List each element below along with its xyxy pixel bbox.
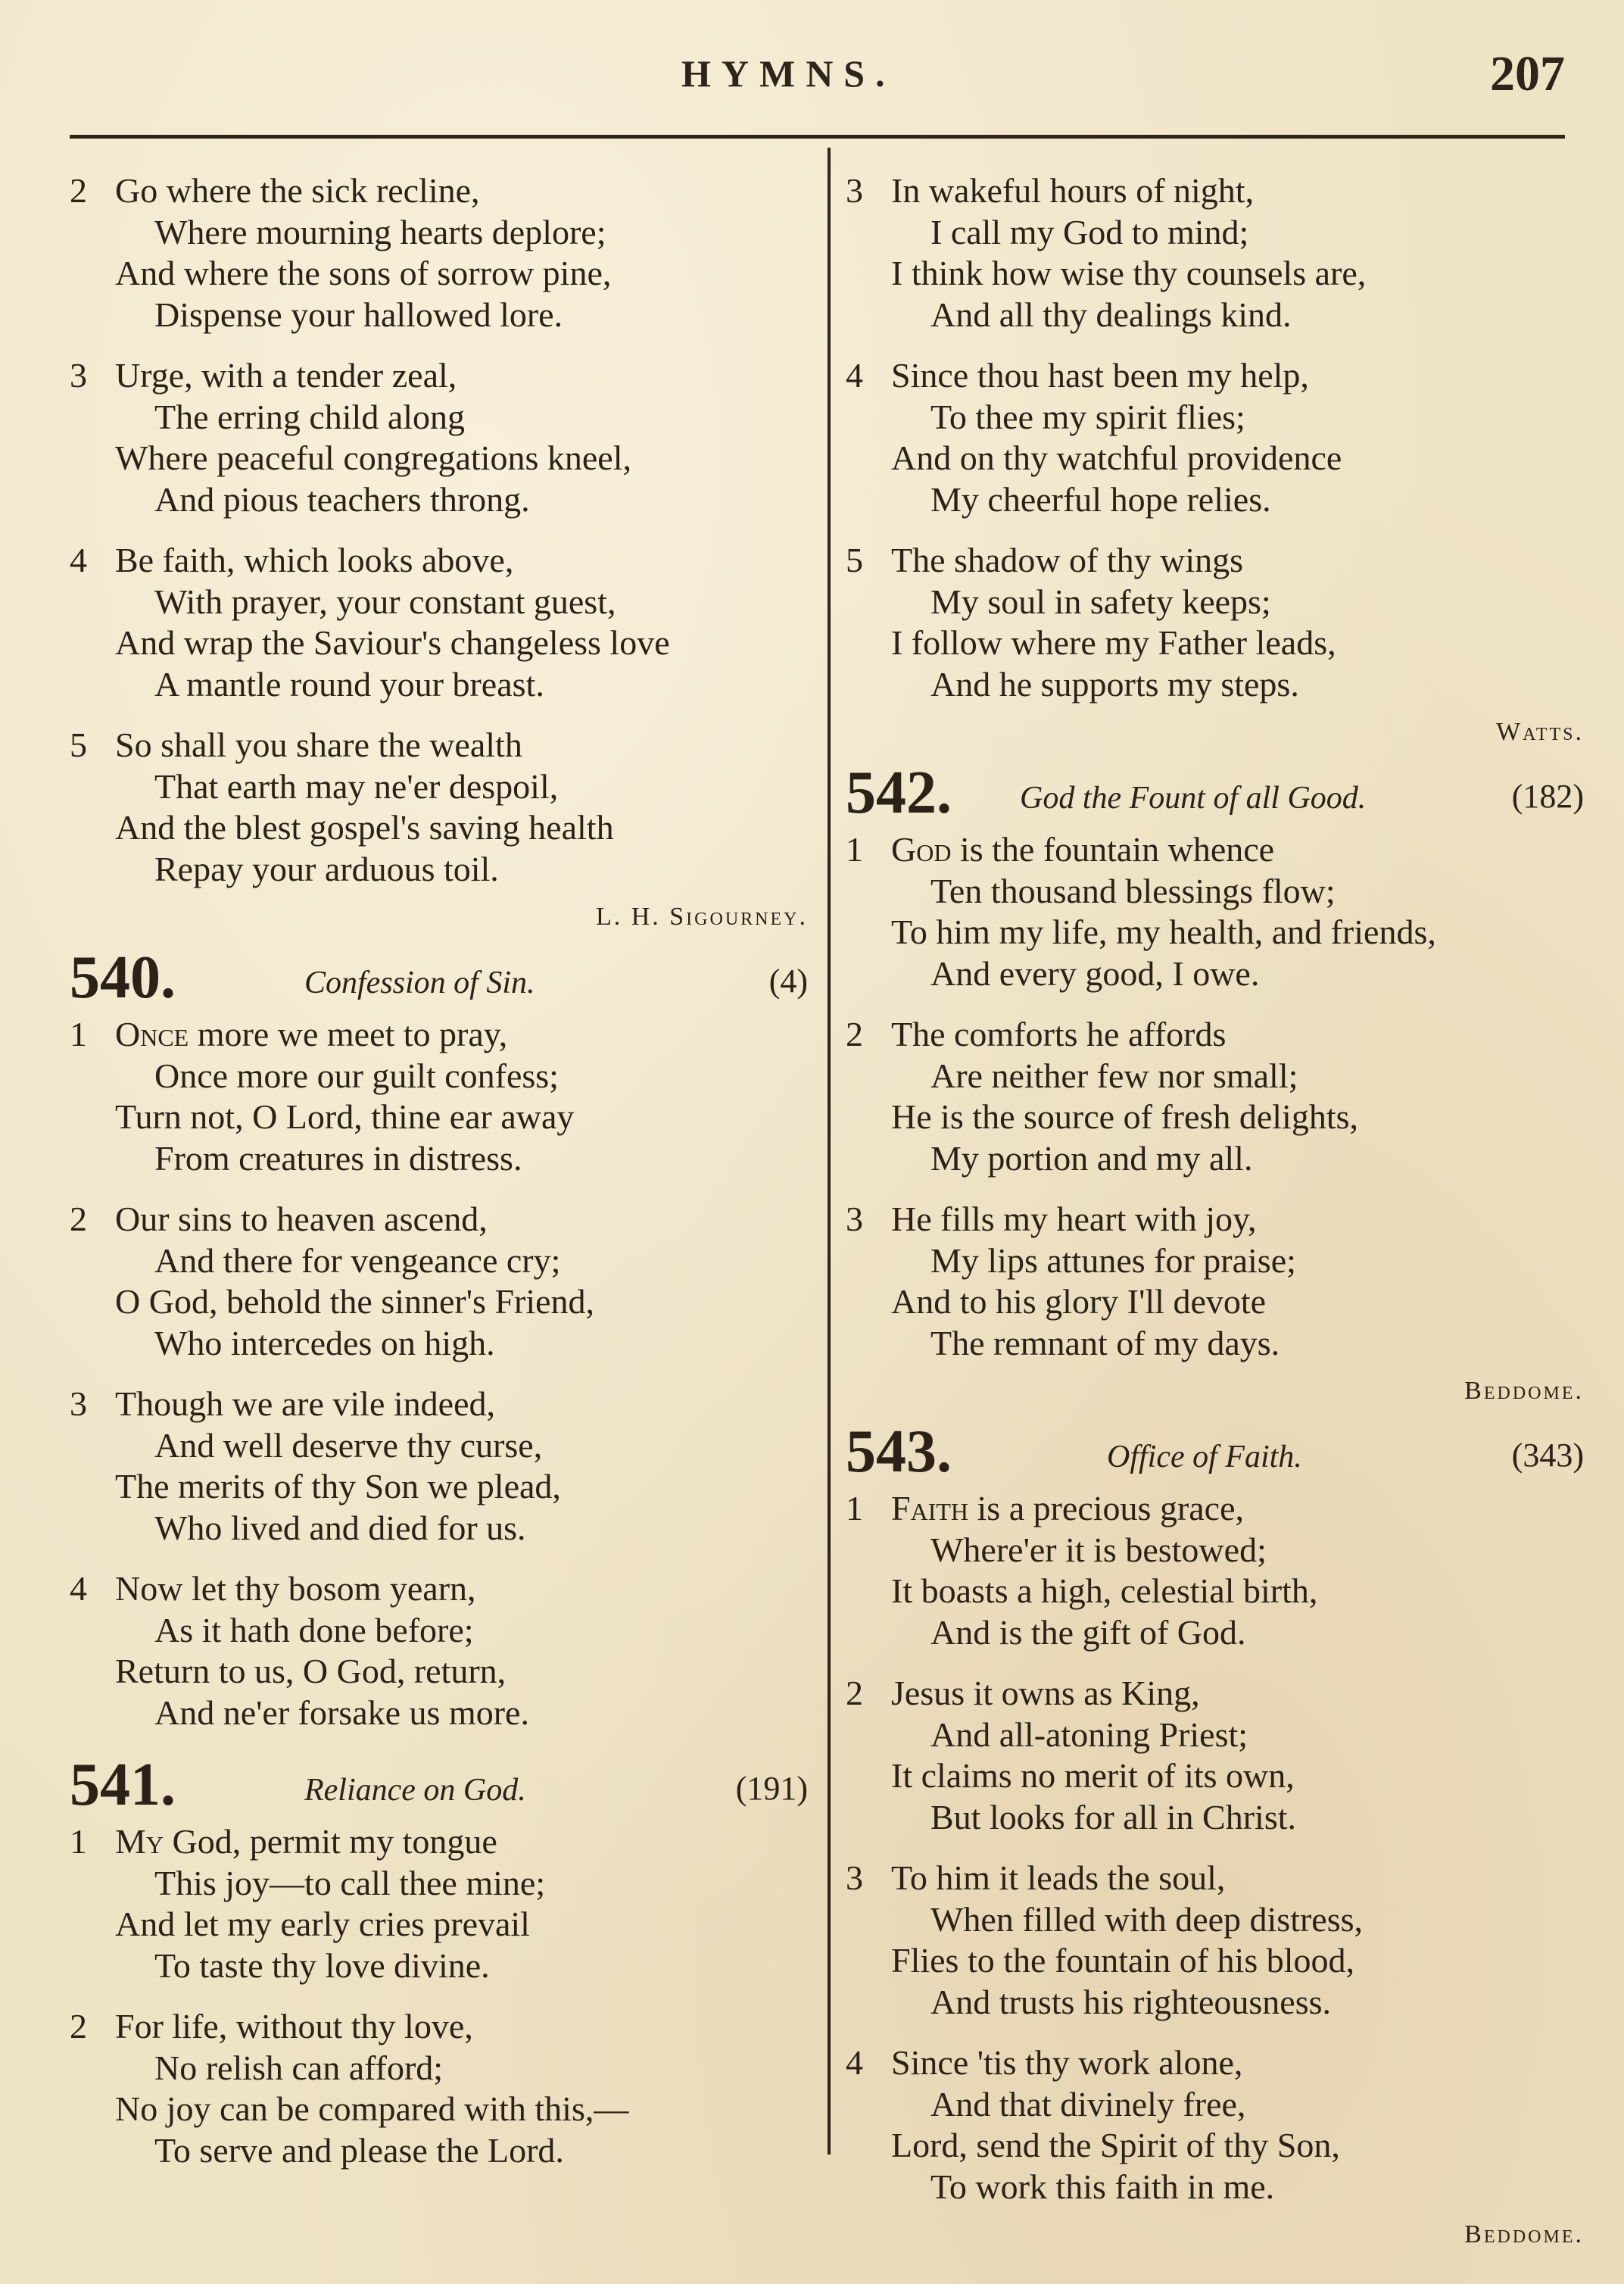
verse-line: To taste thy love divine. [154,1945,490,1985]
verse-line: Once more our guilt confess; [154,1056,559,1095]
hymn-number: 541. [70,1752,176,1818]
verse-line: And every good, I owe. [930,953,1260,993]
running-head-title: HYMNS. [681,52,896,95]
verse-number: 2 [70,2007,87,2045]
verse-line: With prayer, your constant guest, [154,582,616,621]
verse-line: Ten thousand blessings flow; [930,871,1336,910]
verse [846,2042,1584,2208]
hymn-header [846,761,1584,825]
hymn-header [846,1420,1584,1484]
verse-number: 2 [70,1200,87,1238]
verse-line: Since thou hast been my help, [891,356,1309,395]
verse [70,1821,808,1986]
verse-line: And to his glory I'll devote [891,1282,1267,1321]
verse-line: When filled with deep distress, [930,1899,1364,1939]
verse-line: Are neither few nor small; [930,1056,1298,1095]
verse [846,1673,1584,1838]
verse-line: From creatures in distress. [154,1138,522,1178]
verse [70,2006,808,2171]
line-text: is the fountain whence [951,830,1275,869]
verse-number: 4 [70,541,87,579]
hymn-header [70,1753,808,1817]
verse-line: And is the gift of God. [930,1612,1246,1652]
hymn-title: God the Fount of all Good. [1020,781,1367,816]
right-column [846,170,1584,2264]
tune-number: (182) [1511,778,1584,815]
verse-number: 4 [70,1569,87,1608]
verse-number: 4 [846,356,863,395]
verse [70,355,808,520]
line-text: more we meet to pray, [189,1015,508,1053]
verse-line: And well deserve thy curse, [154,1425,543,1465]
verse-line: As it hath done before; [154,1610,474,1649]
verse-number: 2 [846,1674,863,1712]
verse [846,829,1584,994]
verse-line: And wrap the Saviour's changeless love [115,623,670,662]
verse-line: This joy—to call thee mine; [154,1863,546,1902]
verse-line: I think how wise thy counsels are, [891,254,1367,292]
verse-line: My portion and my all. [930,1138,1253,1178]
verse-line: I follow where my Father leads, [891,623,1336,662]
verse-number: 3 [846,1200,863,1238]
hymn-title: Office of Faith. [1107,1440,1302,1474]
verse-number: 3 [70,1384,87,1423]
verse-line: And pious teachers throng. [154,479,530,519]
verse-line: And there for vengeance cry; [154,1240,561,1280]
verse [70,725,808,890]
verse-line: And the blest gospel's saving health [115,808,614,847]
verse-number: 2 [70,171,87,210]
verse-line: Who lived and died for us. [154,1508,526,1547]
verse-line: Since 'tis thy work alone, [891,2043,1243,2082]
author-attribution: Beddome. [1464,2220,1584,2248]
line-text: is a precious grace, [968,1489,1245,1527]
verse-number: 3 [846,171,863,210]
verse-line: Dispense your hallowed lore. [154,295,563,334]
verse-line: So shall you share the wealth [115,725,522,764]
tune-number: (191) [735,1770,808,1807]
author-attribution: Watts. [1496,718,1584,746]
verse-line: And trusts his righteousness. [930,1982,1331,2021]
verse [846,1488,1584,1653]
verse-line: Lord, send the Spirit of thy Son, [891,2126,1340,2164]
verse [70,540,808,705]
verse-line: I call my God to mind; [930,212,1249,251]
verse-line: And ne'er forsake us more. [154,1693,529,1732]
hymn-number: 540. [70,944,176,1011]
verse-line: The shadow of thy wings [891,541,1244,579]
verse [846,540,1584,705]
verse [846,170,1584,335]
hymn-number: 543. [846,1418,952,1485]
verse-line: Repay your arduous toil. [154,849,499,888]
first-word: Faith [891,1489,969,1527]
verse-line: Urge, with a tender zeal, [115,356,457,395]
verse-line: Go where the sick recline, [115,171,480,210]
author-attribution: L. H. Sigourney. [595,903,808,931]
verse-line: Where peaceful congregations kneel, [115,438,631,477]
verse [70,1568,808,1733]
hymn-title: Confession of Sin. [304,966,535,1000]
verse-line: The remnant of my days. [930,1323,1280,1362]
verse-line [846,1488,1584,1530]
verse-line: It claims no merit of its own, [891,1756,1295,1795]
header-rule [70,135,1565,139]
verse-line: Our sins to heaven ascend, [115,1200,488,1238]
verse-line: In wakeful hours of night, [891,171,1255,210]
hymn-number: 542. [846,760,952,826]
verse-line: He fills my heart with joy, [891,1200,1257,1238]
verse-line [846,829,1584,871]
tune-number: (343) [1511,1437,1584,1474]
verse-line: For life, without thy love, [115,2007,473,2045]
hymn-title: Reliance on God. [304,1773,526,1808]
verse-line: Though we are vile indeed, [115,1384,495,1423]
verse [70,1384,808,1549]
verse [846,355,1584,520]
first-word: God [891,830,952,869]
verse-number: 1 [846,830,863,869]
verse [70,170,808,335]
verse-line: And all thy dealings kind. [930,295,1292,334]
left-column [70,170,808,2191]
verse-line: No joy can be compared with this,— [115,2089,629,2128]
verse-line: Flies to the fountain of his blood, [891,1941,1355,1980]
first-word: Once [115,1015,189,1053]
running-head [0,45,1624,106]
tune-number: (4) [768,963,808,1000]
verse-line: Jesus it owns as King, [891,1674,1200,1712]
verse [846,1199,1584,1364]
verse-line: My lips attunes for praise; [930,1240,1296,1280]
verse-line: No relish can afford; [154,2048,444,2087]
verse-number: 3 [846,1858,863,1897]
verse-number: 4 [846,2043,863,2082]
verse-line: And all-atoning Priest; [930,1715,1248,1754]
verse-number: 1 [70,1822,87,1861]
verse-line: Return to us, O God, return, [115,1652,507,1690]
verse-line: Be faith, which looks above, [115,541,514,579]
verse-line: That earth may ne'er despoil, [154,766,559,806]
verse-number: 5 [70,725,87,764]
verse-line: And let my early cries prevail [115,1905,530,1943]
verse-number: 1 [846,1489,863,1527]
verse-line: And on thy watchful providence [891,438,1342,477]
verse-number: 5 [846,541,863,579]
verse-line: And he supports my steps. [930,664,1299,704]
verse-line [70,1014,808,1056]
hymn-header [70,946,808,1009]
verse-line: To him my life, my health, and friends, [891,913,1436,951]
verse [70,1199,808,1364]
verse-line: To serve and please the Lord. [154,2130,564,2170]
verse-line: My cheerful hope relies. [930,479,1271,519]
column-divider [828,148,831,2155]
verse-line: It boasts a high, celestial birth, [891,1571,1318,1610]
verse-line: And that divinely free, [930,2084,1246,2123]
verse [70,1014,808,1179]
line-text: God, permit my tongue [164,1822,497,1861]
verse-line: A mantle round your breast. [154,664,544,704]
verse-line: Turn not, O Lord, thine ear away [115,1097,575,1136]
verse-line: The merits of thy Son we plead, [115,1467,561,1506]
verse [846,1858,1584,2023]
verse-number: 2 [846,1015,863,1053]
verse-line: O God, behold the sinner's Friend, [115,1282,595,1321]
verse-line [70,1821,808,1863]
verse-line: He is the source of fresh delights, [891,1097,1359,1136]
verse-line: Where'er it is bestowed; [930,1530,1267,1569]
verse-line: But looks for all in Christ. [930,1797,1296,1836]
verse-line: The comforts he affords [891,1015,1227,1053]
verse-line: To thee my spirit flies; [930,397,1245,436]
verse-line: Who intercedes on high. [154,1323,495,1362]
verse-line: Where mourning hearts deplore; [154,212,606,251]
verse-line: The erring child along [154,397,466,436]
verse [846,1014,1584,1179]
page-number: 207 [1490,46,1565,101]
verse-line: To work this faith in me. [930,2167,1275,2206]
verse-line: Now let thy bosom yearn, [115,1569,476,1608]
verse-line: And where the sons of sorrow pine, [115,254,612,292]
verse-line: My soul in safety keeps; [930,582,1271,621]
verse-line: To him it leads the soul, [891,1858,1226,1897]
author-attribution: Beddome. [1464,1377,1584,1405]
first-word: My [115,1822,164,1861]
verse-number: 3 [70,356,87,395]
verse-number: 1 [70,1015,87,1053]
